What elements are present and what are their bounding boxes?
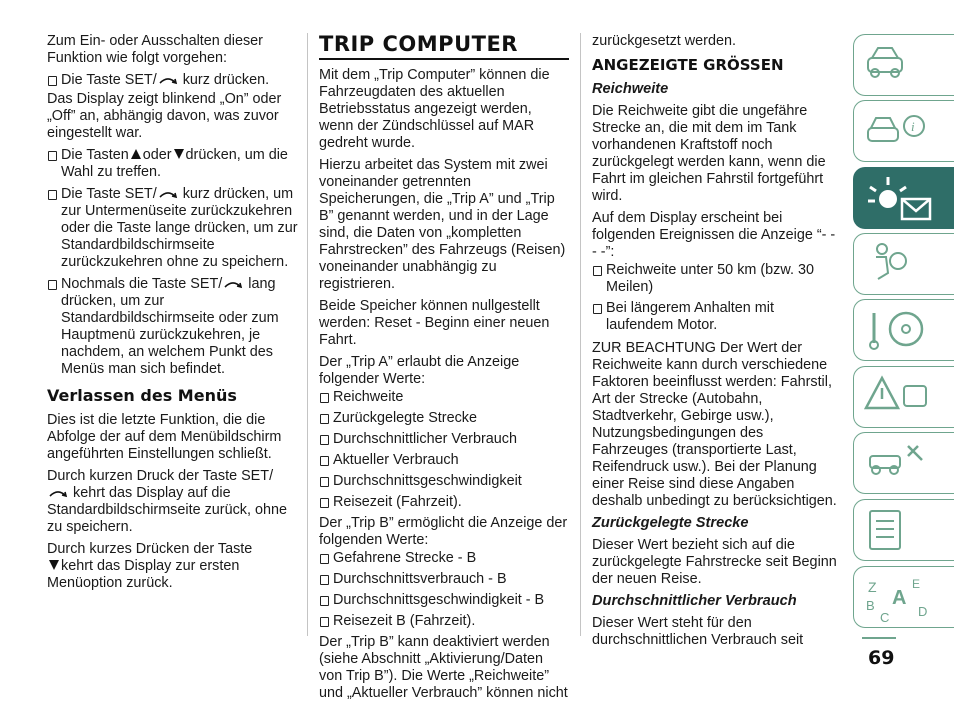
svg-text:A: A [892,587,907,609]
column-right [592,33,842,654]
list-item-text: Durchschnittsgeschwindigkeit [333,473,522,489]
trip-text-3: Beide Speicher können nullgestellt werden: Reset - Beginn einer neuen Fahrt. [319,298,550,348]
subheading-strecke: Zurückgelegte Strecke [592,515,749,531]
trip-text-1: Mit dem „Trip Computer” können die Fahrzeugdaten des aktuellen Betriebsstatus angezeigt werden, wenn der Zündschlüssel auf MAR gedreht wurde. [319,67,550,151]
bullet-box-icon [320,477,329,487]
steering-wheel-icon [862,305,932,355]
list-item-text: Durchschnittlicher Verbrauch [333,431,517,447]
trip-b-list [319,550,569,630]
trip-a-intro: Der „Trip A” erlaubt die Anzeige folgender Werte: [319,354,520,387]
trip-b-intro: Der „Trip B” ermöglicht die Anzeige der folgenden Werte: [319,515,568,548]
bullet-box-icon [320,435,329,445]
step-1 [47,72,299,89]
svg-text:E: E [912,577,921,591]
exit-text-part: Durch kurzes Drücken der Taste [47,541,253,557]
bullet-box-icon [593,304,602,314]
enter-key-icon [158,187,178,199]
list-item [319,410,569,427]
step-3 [47,186,299,271]
section-heading-values: ANGEZEIGTE GRÖSSEN [592,56,784,74]
page-title: TRIP COMPUTER [319,33,569,60]
step-text: kurz drücken. [182,72,270,88]
tab-technical-data[interactable] [853,499,954,561]
note-text: ZUR BEACHTUNG Der Wert der Reichweite kann durch verschiedene Faktoren beeinflusst werden: Fahrstil, Art der Strecke (Autobahn, Stadtverkehr, Gebirge usw.), Nutzungsbedingungen des Fahrzeuges (transportierte Last, Reifendruck usw.). Bei der Planung einer Reise sind diese Angaben deshalb unbedingt zu berücksichtigen. [592,340,837,509]
reichweite-text-2: Auf dem Display erscheint bei folgenden Ereignissen die Anzeige “- - - -”: [592,210,836,260]
enter-key-icon [158,73,178,85]
page-number: 69 [868,647,895,669]
list-item-text: Reisezeit (Fahrzeit). [333,494,462,510]
technical-data-icon [862,505,922,555]
enter-key-icon [48,486,68,498]
tab-index[interactable] [853,566,954,628]
list-item [319,550,569,567]
emergency-triangle-icon [862,372,932,422]
tab-airbag-safety[interactable] [853,233,954,295]
column-middle [319,33,569,707]
svg-text:C: C [880,610,890,624]
strecke-text: Dieser Wert bezieht sich auf die zurückgelegte Fahrstrecke seit Beginn der neuen Reise. [592,537,837,587]
tab-emergency[interactable] [853,366,954,428]
svg-text:Z: Z [868,579,877,595]
list-item [319,473,569,490]
step-text: Die Taste SET/ [61,72,157,88]
bullet-box-icon [593,266,602,276]
bullet-box-icon [48,280,57,290]
bullet-box-icon [320,596,329,606]
trip-a-list [319,389,569,511]
tab-car-info[interactable] [853,34,954,96]
list-item-text: Durchschnittsgeschwindigkeit - B [333,592,545,608]
step-text: Die Taste SET/ [61,186,157,202]
blink-text: Das Display zeigt blinkend „On” oder „Off” an, abhängig davon, was zuvor eingestellt war. [47,91,282,141]
car-warning-info-icon [862,106,932,156]
airbag-safety-icon [862,239,912,289]
bullet-box-icon [48,76,57,86]
list-item [319,613,569,630]
bullet-box-icon [320,456,329,466]
column-divider [580,33,581,636]
enter-key-icon [223,277,243,289]
svg-text:D: D [918,604,928,619]
exit-text-part: kehrt das Display auf die Standardbildschirmseite zurück, ohne zu speichern. [47,485,287,535]
list-item [592,300,842,334]
tab-warning-lights[interactable] [853,167,954,229]
exit-text-2 [47,468,299,536]
reichweite-text-1: Die Reichweite gibt die ungefähre Strecke an, die mit dem im Tank vorhandenen Kraftstoff noch zurückgelegt werden kann, wenn die Fahrt im gleichen Fahrstil fortgeführt wird. [592,103,826,204]
exit-text-1: Dies ist die letzte Funktion, die die Abfolge der auf dem Menübildschirm angeführten Einstellungen schließt. [47,412,282,462]
step-text: Die Tasten [61,147,129,163]
svg-text:i: i [911,119,915,134]
bullet-box-icon [48,151,57,161]
list-item-text: Reichweite [333,389,404,405]
list-item [592,262,842,296]
list-item-text: Reichweite unter 50 km (bzw. 30 Meilen) [606,262,814,295]
list-item-text: Gefahrene Strecke - B [333,550,477,566]
step-text: kurz drücken, um zur Untermenüseite zurückzukehren oder die Taste lange drücken, um zur Standardbildschirmseite zurückzukehren ohne zu speichern. [61,186,298,270]
step-text: drücken, um die Wahl zu treffen. [61,147,288,180]
car-info-icon [862,40,912,86]
svg-text:B: B [866,598,875,613]
page-number-rule [862,637,896,639]
list-item-text: Reisezeit B (Fahrzeit). [333,613,476,629]
verbrauch-text: Dieser Wert steht für den durchschnittlichen Verbrauch seit [592,615,804,648]
bullet-box-icon [320,414,329,424]
bullet-box-icon [320,554,329,564]
list-item-text: Aktueller Verbrauch [333,452,459,468]
column-left [47,33,299,597]
list-item [319,452,569,469]
bullet-box-icon [320,617,329,627]
tab-maintenance[interactable] [853,432,954,494]
bullet-box-icon [320,393,329,403]
trip-text-2: Hierzu arbeitet das System mit zwei voneinander getrennten Speicherungen, die „Trip A” und „Trip B” genannt werden, und in der Lage sind, die Daten von „kompletten Fahrstrecken” des Fahrzeugs (Reisen) voneinander unabhängig zu registrieren. [319,157,566,292]
list-item [319,431,569,448]
intro-text: Zum Ein- oder Ausschalten dieser Funktion wie folgt vorgehen: [47,33,263,66]
arrow-down-icon [174,149,184,159]
bullet-box-icon [48,190,57,200]
column-divider [307,33,308,636]
continued-text: zurückgesetzt werden. [592,33,736,49]
trip-text-6: Der „Trip B” kann deaktiviert werden (siehe Abschnitt „Aktivierung/Daten von Trip B”). Die Werte „Reichweite” und „Aktueller Verbrauch” können nicht [319,634,568,701]
list-item-text: Bei längerem Anhalten mit laufendem Motor. [606,300,774,333]
list-item [319,389,569,406]
tab-steering-wheel[interactable] [853,299,954,361]
list-item [319,494,569,511]
list-item [319,592,569,609]
list-item [319,571,569,588]
list-item-text: Durchschnittsverbrauch - B [333,571,507,587]
step-2 [47,147,299,181]
section-heading-exit: Verlassen des Menüs [47,386,237,405]
bullet-box-icon [320,498,329,508]
tab-car-warning-info[interactable] [853,100,954,162]
subheading-verbrauch: Durchschnittlicher Verbrauch [592,593,797,609]
step-4 [47,276,299,378]
step-text: Nochmals die Taste SET/ [61,276,223,292]
bullet-box-icon [320,575,329,585]
exit-text-part: kehrt das Display zur ersten Menüoption zurück. [47,558,240,591]
step-text: oder [142,147,172,163]
list-item-text: Zurückgelegte Strecke [333,410,477,426]
exit-text-3 [47,541,299,592]
warning-lights-icon [862,173,942,225]
subheading-reichweite: Reichweite [592,81,669,97]
index-icon [862,572,942,624]
step-text: lang drücken, um zur Standardbildschirmseite oder zum Hauptmenü zurückzukehren, je nachdem, an welchem Punkt des Menüs man sich befindet. [61,276,279,377]
arrow-down-icon [49,560,59,570]
arrow-up-icon [131,149,141,159]
maintenance-icon [862,438,932,488]
exit-text-part: Durch kurzen Druck der Taste SET/ [47,468,274,484]
